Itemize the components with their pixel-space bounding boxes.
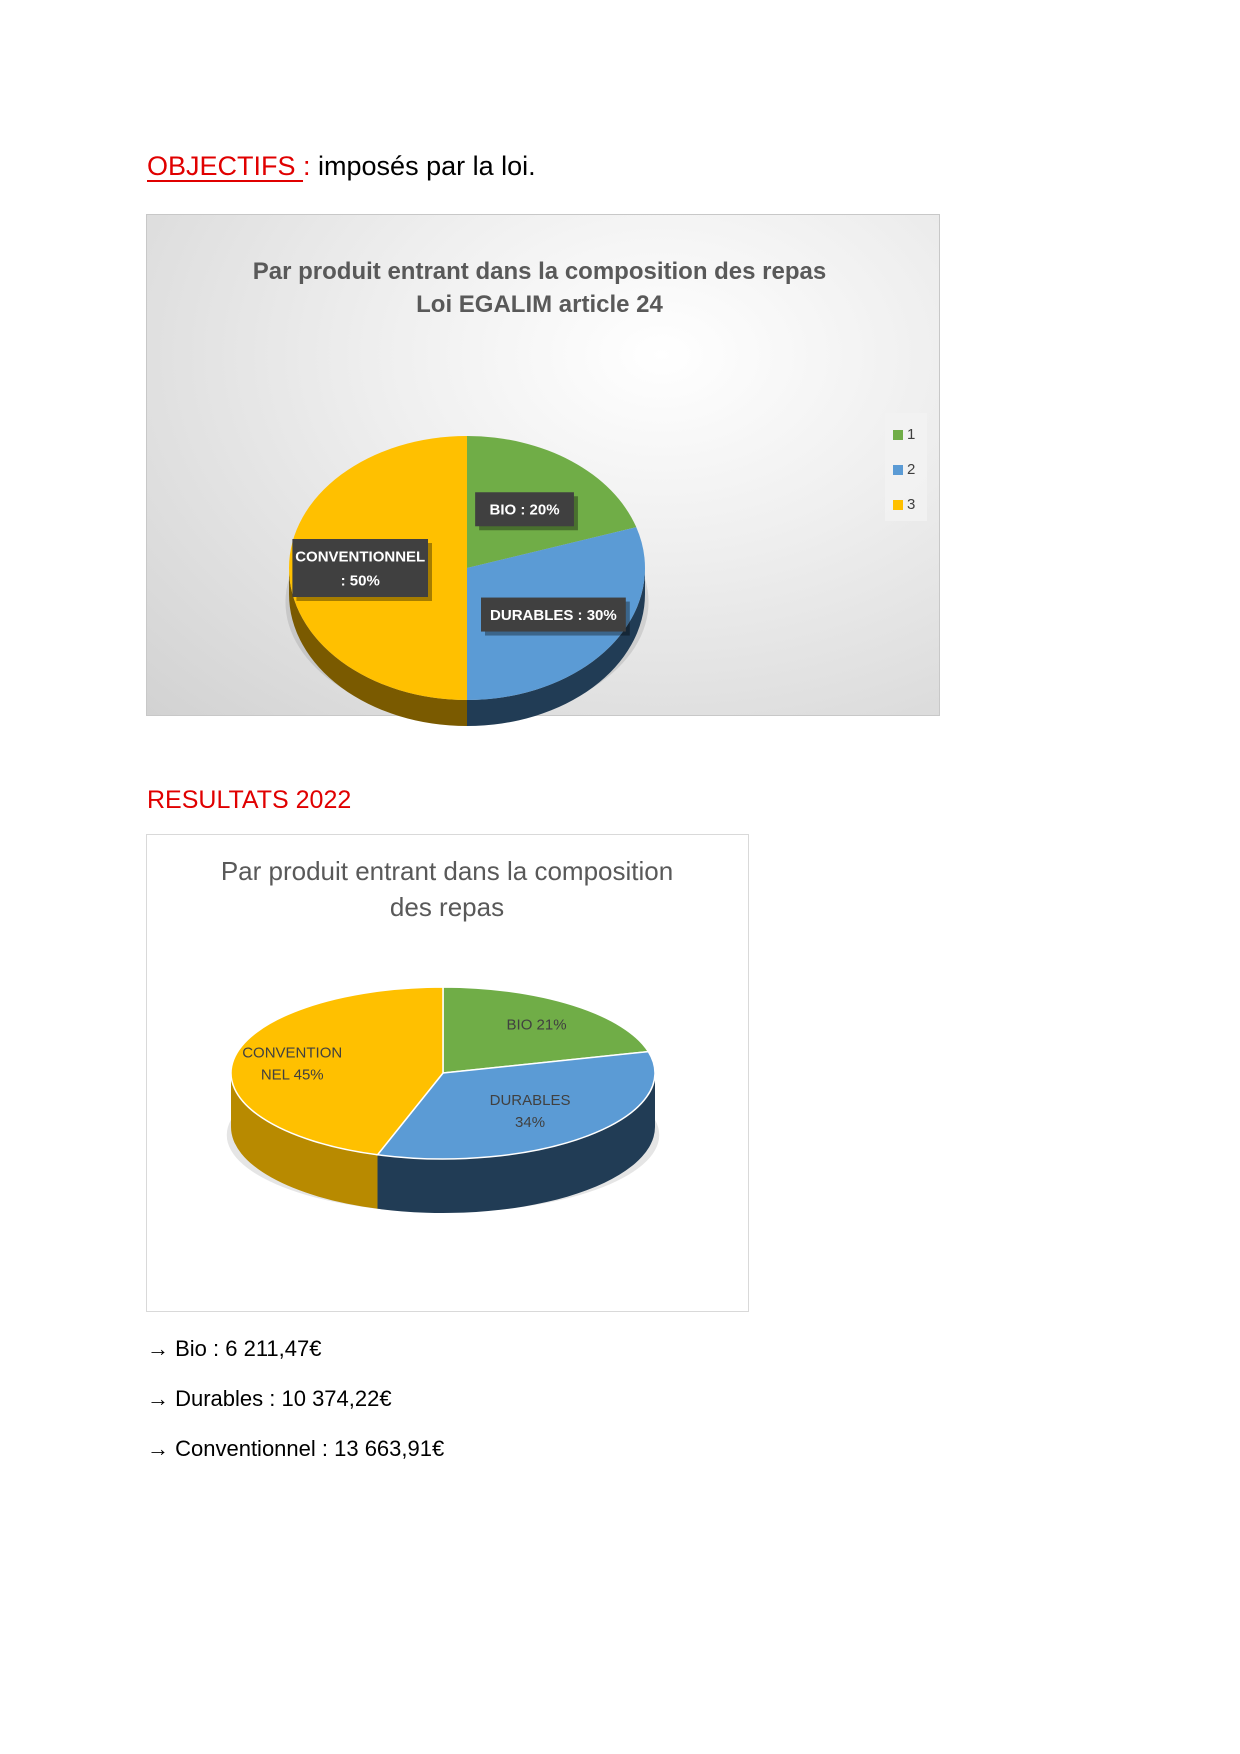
data-label-text: CONVENTION	[242, 1044, 343, 1062]
objectifs-text: imposés par la loi.	[310, 151, 536, 181]
data-label-text: BIO 21%	[506, 1016, 567, 1034]
data-label-text: DURABLES : 30%	[490, 606, 617, 624]
amount-text: Conventionnel : 13 663,91€	[169, 1436, 445, 1461]
amount-text: Bio : 6 211,47€	[169, 1336, 322, 1361]
arrow-icon: →	[147, 1386, 169, 1411]
chart-title-line-1: Par produit entrant dans la composition	[220, 856, 674, 886]
amount-durables	[147, 1383, 392, 1415]
legend-swatch-green	[893, 430, 903, 440]
objectives-pie-chart	[146, 214, 940, 716]
legend-label: 1	[907, 426, 916, 443]
legend-label: 3	[907, 496, 916, 513]
chart-legend	[885, 413, 927, 521]
results-pie-chart	[146, 834, 749, 1312]
amount-bio	[147, 1333, 322, 1365]
data-label-text: CONVENTIONNEL	[295, 548, 426, 566]
chart-title-line-2: des repas	[389, 892, 505, 922]
data-label-text: BIO : 20%	[489, 501, 560, 519]
chart-title-line-1: Par produit entrant dans la composition des repas	[252, 258, 827, 285]
amount-text: Durables : 10 374,22€	[169, 1386, 392, 1411]
data-label-text: 34%	[515, 1114, 546, 1132]
resultats-heading: RESULTATS 2022	[147, 786, 352, 814]
chart-title-line-2: Loi EGALIM article 24	[416, 291, 663, 318]
data-label-text: NEL 45%	[260, 1066, 324, 1084]
arrow-icon: →	[147, 1436, 169, 1461]
objectifs-heading	[147, 146, 536, 186]
data-label-text: DURABLES	[489, 1092, 571, 1110]
legend-swatch-blue	[893, 465, 903, 475]
objectifs-colon: :	[303, 151, 311, 181]
data-label-durables	[481, 598, 630, 636]
objectifs-label: OBJECTIFS	[147, 151, 304, 181]
pie-plot	[147, 835, 750, 1313]
arrow-icon: →	[147, 1336, 169, 1361]
data-label-bio	[475, 492, 578, 530]
data-label-conventionnel	[292, 539, 432, 601]
amount-conventionnel	[147, 1433, 444, 1465]
data-label-bio	[507, 1016, 567, 1033]
pie-plot	[147, 215, 941, 717]
legend-swatch-yellow	[893, 500, 903, 510]
data-label-text: : 50%	[340, 572, 380, 590]
legend-label: 2	[907, 461, 916, 478]
